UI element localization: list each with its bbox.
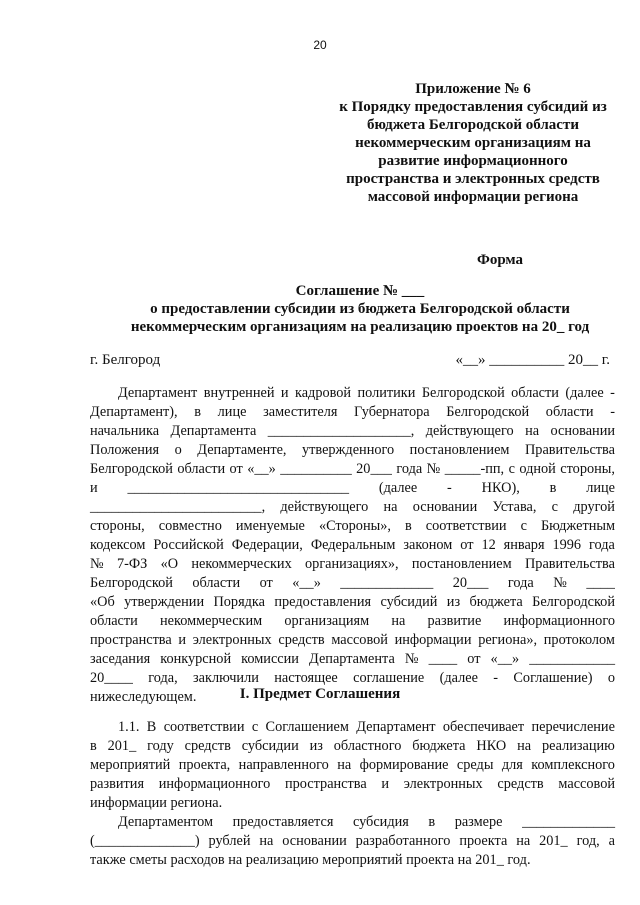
word: именуемые [235,518,305,534]
text-line [90,775,615,794]
appendix-heading [318,80,628,206]
text-line [90,631,615,650]
text-line [90,813,615,832]
word: на [391,613,406,629]
word: в [549,480,557,496]
word: предоставляется [232,814,334,830]
text-line [90,593,615,612]
word: области [177,461,226,477]
word: _____________ [340,575,434,591]
word: Российской [153,537,224,553]
word: - [610,385,615,401]
word: области [511,385,559,401]
section-body [90,718,615,870]
word: января [503,537,545,553]
word: ____ [428,651,458,667]
word: с [251,719,259,735]
word: Федерации, [231,537,303,553]
word: действующего [425,423,514,439]
word: с [551,499,559,515]
word: Белгородской [532,594,615,610]
word: областного [333,738,402,754]
word: массовой [331,632,388,648]
word: организациям [284,613,370,629]
word: - [447,480,452,496]
word: НКО [476,738,507,754]
word: массовой [558,776,615,792]
word: кадровой [294,385,352,401]
word: Департамента [170,423,257,439]
word: некоммерческим [159,613,263,629]
word: области [90,613,138,629]
word: электронных [403,776,483,792]
word: развития [90,776,145,792]
word: и [178,632,187,648]
word: 201_ [107,738,137,754]
word: на [525,423,540,439]
word: лице [586,480,615,496]
word: среды [456,757,494,773]
text-line [90,650,615,669]
word: Бюджетным [540,518,615,534]
word: на [337,757,352,773]
word: ____ [586,575,615,591]
word: перечисление [531,719,615,735]
text-line [90,441,615,460]
word: Департамент), [90,404,178,420]
word: в [194,404,202,420]
word: (далее [439,670,478,686]
word: стороны, [90,518,145,534]
word: начальника [90,423,160,439]
text-line [90,422,615,441]
word: организациях», [305,556,399,572]
word: действующего [280,499,369,515]
word: пространства [90,632,172,648]
word: «__» [247,461,276,477]
word: утвержденного [302,442,395,458]
word: заключили [193,670,259,686]
word: на [517,738,532,754]
appendix-line: к Порядку предоставления субсидий из [339,99,607,115]
word: настоящее [274,670,338,686]
word: с [508,461,515,477]
word: года [589,537,615,553]
word: от [467,651,481,667]
word: информационного [158,776,271,792]
word: обеспечивает [442,719,525,735]
word: реализацию [541,738,615,754]
word: утверждении [124,594,205,610]
word: __________ [280,461,352,477]
word: Устава, [492,499,537,515]
word: с [520,518,527,534]
word: совместно [158,518,222,534]
word: субсидий [380,594,438,610]
word: Положения [90,442,160,458]
text-line: также сметы расходов на реализацию мероприятий проекта на 201_ год. [90,852,531,868]
word: _____-пп, [444,461,505,477]
word: 7-ФЗ [116,556,148,572]
text-line [90,403,615,422]
word: комиссии [241,651,299,667]
word: направленного [238,757,329,773]
word: № [426,461,441,477]
word: от [229,461,243,477]
word: региона», [478,632,538,648]
word: «Об [90,594,115,610]
city: г. Белгород [90,352,161,368]
word: ____________ [529,651,615,667]
word: размере [454,814,503,830]
word: 20___ [356,461,392,477]
word: НКО), [481,480,520,496]
word: средств [278,632,325,648]
text-line [90,756,615,775]
word: соглашение [353,670,425,686]
word: 201_ [539,833,568,849]
word: Порядка [213,594,266,610]
word: _____________ [522,814,615,830]
word: области [192,575,241,591]
word: бюджета [412,738,466,754]
word: Губернатора [354,404,430,420]
word: стороны, [560,461,615,477]
word: из [309,738,323,754]
text-line [90,384,615,403]
word: и [90,480,98,496]
word: 12 [481,537,496,553]
word: заместителя [263,404,338,420]
word: (далее [378,480,418,496]
appendix-line: бюджета Белгородской области [367,117,579,133]
agreement-date: «__» __________ 20__ г. [455,352,610,368]
word: ____________________, [267,423,415,439]
word: - [493,670,499,686]
word: на [259,833,274,849]
word: законом [403,537,453,553]
word: проекта, [178,757,231,773]
appendix-line: развитие информационного [378,153,568,169]
word: № [90,556,104,572]
preamble-paragraph [90,384,615,707]
word: Белгородской [446,404,530,420]
word: Департамента [309,651,395,667]
text-line [90,460,615,479]
agreement-subtitle-line: некоммерческим организациям на реализацию проектов на 20_ год [130,319,590,335]
word: «Стороны», [318,518,391,534]
word: № [404,651,419,667]
word: о [607,670,615,686]
word: кодексом [90,537,146,553]
word: на [383,499,398,515]
word: бюджета [469,594,523,610]
word: одной [519,461,556,477]
agreement-heading [100,282,620,336]
word: информационного [503,613,615,629]
word: лице [217,404,247,420]
word: в [404,518,412,534]
word: Департамент [356,719,436,735]
word: 1996 [552,537,582,553]
word: субсидия [352,814,409,830]
agreement-subtitle-line: о предоставлении субсидии из бюджета Белгородской области [150,301,570,317]
word: Белгородской [421,385,505,401]
word: Федеральным [310,537,396,553]
word: мероприятий [90,757,171,773]
word: 20____ [90,670,133,686]
word: основании [550,423,615,439]
word: для [501,757,523,773]
word: от [259,575,273,591]
word: Департаментом [118,814,214,830]
appendix-line: пространства и электронных средств [346,171,600,187]
section-title: I. Предмет Соглашения [239,686,401,702]
word: постановлением [411,556,512,572]
word: комплексного [531,757,615,773]
text-line [90,479,615,498]
word: пространства [284,776,367,792]
word: ________________________, [90,499,266,515]
appendix-line: Приложение № 6 [415,81,531,97]
form-label: Форма [476,252,524,268]
word: разработанного [355,833,451,849]
word: Соглашением [265,719,349,735]
word: соответствии [163,719,245,735]
word: политики [357,385,416,401]
word: формирование [359,757,449,773]
word: Правительства [524,442,615,458]
word: (______________) [90,833,200,849]
word: года [396,461,423,477]
word: Департаменте, [197,442,287,458]
word: а [608,833,615,849]
page-number: 20 [313,38,327,52]
text-line: нижеследующем. [90,689,197,705]
word: рублей [208,833,251,849]
text-line [90,832,615,851]
word: года, [148,670,178,686]
appendix-line: массовой информации региона [367,189,579,205]
word: - [610,404,615,420]
text-line: информации региона. [90,795,223,811]
word: году [147,738,174,754]
word: от [460,537,474,553]
word: Белгородской [90,575,173,591]
word: соответствии [425,518,507,534]
word: субсидии [241,738,299,754]
text-line [90,574,615,593]
word: год, [576,833,600,849]
word: конкурсной [160,651,232,667]
word: № [553,575,567,591]
word: Департамент [118,385,198,401]
word: средств [184,738,231,754]
appendix-line: некоммерческим организациям на [355,135,591,151]
word: электронных [192,632,272,648]
word: Белгородской [90,461,173,477]
text-line [90,498,615,517]
word: года [507,575,534,591]
word: 1.1. [118,719,140,735]
word: (далее [565,385,604,401]
word: другой [573,499,615,515]
word: В [146,719,157,735]
word: «__» [292,575,321,591]
word: предоставления [274,594,372,610]
word: заседания [90,651,151,667]
text-line [90,536,615,555]
word: средств [497,776,544,792]
word: протоколом [543,632,615,648]
word: основании [412,499,478,515]
word: о [174,442,182,458]
word: внутренней [203,385,275,401]
word: и [280,385,289,401]
word: основании [282,833,347,849]
word: «О [160,556,179,572]
text-line [90,737,615,756]
word: проекта [459,833,508,849]
text-line [90,612,615,631]
agreement-title: Соглашение № ___ [295,283,425,299]
word: Правительства [524,556,615,572]
word: Соглашение) [513,670,593,686]
word: «__» [490,651,520,667]
word: области [545,404,594,420]
word: и [381,776,390,792]
text-line [90,718,615,737]
word: из [446,594,461,610]
word: в [90,738,97,754]
place-date-line [90,352,610,370]
word: постановлением [409,442,510,458]
word: развитие [427,613,482,629]
word: 20___ [452,575,489,591]
word: некоммерческих [191,556,292,572]
text-line [90,555,615,574]
text-line [90,517,615,536]
word: _______________________________ [127,480,350,496]
word: в [428,814,436,830]
word: на [516,833,531,849]
word: информации [394,632,472,648]
